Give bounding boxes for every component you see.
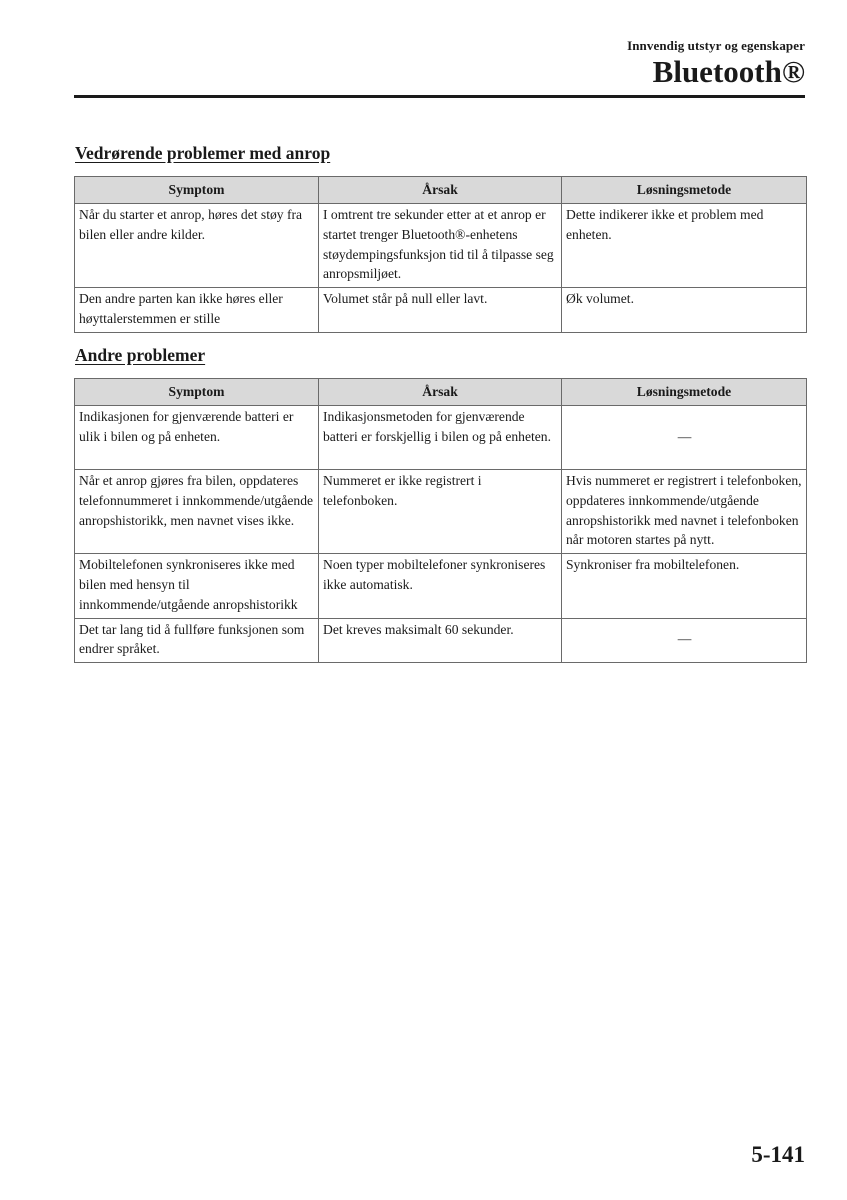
section-title-other-problems: Andre problemer [75, 345, 206, 365]
cell-solution: Hvis nummeret er registrert i telefonboken, oppdateres innkommende/utgående anropshistorikk med navnet i telefonboken når motoren startes på nytt. [562, 470, 807, 554]
cell-solution-empty: — [562, 406, 807, 470]
cell-cause: Nummeret er ikke registrert i telefonboken. [319, 470, 562, 554]
column-header-symptom: Symptom [75, 177, 319, 204]
cell-solution-empty: — [562, 618, 807, 663]
cell-cause: Noen typer mobiltelefoner synkroniseres ikke automatisk. [319, 554, 562, 618]
column-header-solution: Løsningsmetode [562, 379, 807, 406]
cell-symptom: Den andre parten kan ikke høres eller høyttalerstemmen er stille [75, 288, 319, 333]
other-problems-table [74, 378, 807, 663]
table-row [75, 288, 807, 333]
table-row [75, 554, 807, 618]
table-header-row [75, 177, 807, 204]
column-header-symptom: Symptom [75, 379, 319, 406]
cell-symptom: Det tar lang tid å fullføre funksjonen som endrer språket. [75, 618, 319, 663]
column-header-cause: Årsak [319, 177, 562, 204]
cell-symptom: Indikasjonen for gjenværende batteri er ulik i bilen og på enheten. [75, 406, 319, 470]
call-problems-table [74, 176, 807, 333]
table-row [75, 406, 807, 470]
chapter-subtitle: Innvendig utstyr og egenskaper [627, 38, 805, 53]
cell-cause: I omtrent tre sekunder etter at et anrop er startet trenger Bluetooth®-enhetens støydempingsfunksjon tid til å tilpasse seg anropsmiljøet. [319, 204, 562, 288]
header-divider [74, 95, 805, 98]
cell-cause: Indikasjonsmetoden for gjenværende batteri er forskjellig i bilen og på enheten. [319, 406, 562, 470]
table-row [75, 204, 807, 288]
cell-cause: Det kreves maksimalt 60 sekunder. [319, 618, 562, 663]
table-row [75, 470, 807, 554]
cell-solution: Synkroniser fra mobiltelefonen. [562, 554, 807, 618]
section-title-call-problems: Vedrørende problemer med anrop [75, 143, 331, 163]
page-title: Bluetooth® [652, 54, 805, 89]
table-header-row [75, 379, 807, 406]
cell-solution: Dette indikerer ikke et problem med enheten. [562, 204, 807, 288]
cell-symptom: Når du starter et anrop, høres det støy fra bilen eller andre kilder. [75, 204, 319, 288]
page-number: 5-141 [751, 1142, 805, 1167]
cell-solution: Øk volumet. [562, 288, 807, 333]
cell-symptom: Mobiltelefonen synkroniseres ikke med bilen med hensyn til innkommende/utgående anropshistorikk [75, 554, 319, 618]
column-header-cause: Årsak [319, 379, 562, 406]
column-header-solution: Løsningsmetode [562, 177, 807, 204]
cell-cause: Volumet står på null eller lavt. [319, 288, 562, 333]
table-row [75, 618, 807, 663]
cell-symptom: Når et anrop gjøres fra bilen, oppdateres telefonnummeret i innkommende/utgående anropshistorikk, men navnet vises ikke. [75, 470, 319, 554]
